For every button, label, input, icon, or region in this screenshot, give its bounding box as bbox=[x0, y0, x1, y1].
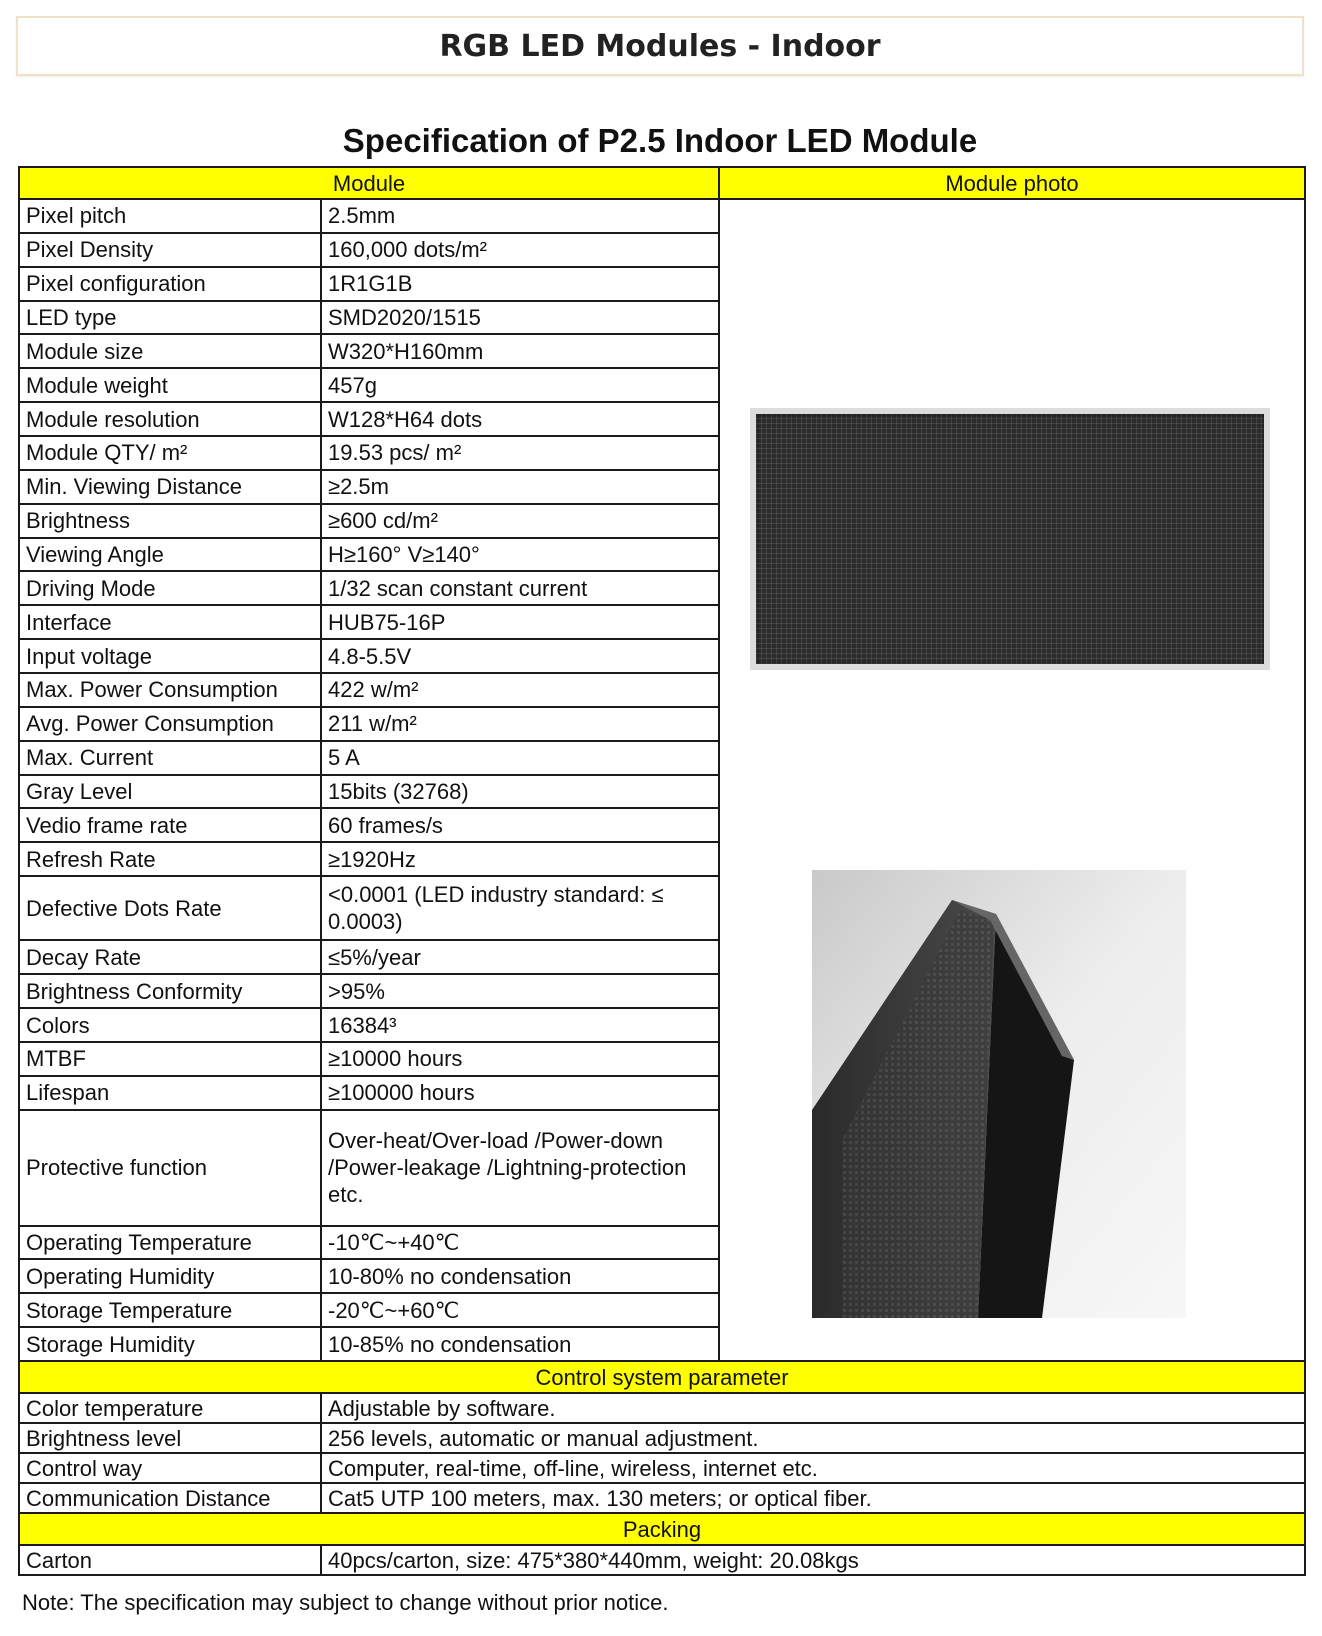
spec-value: 1R1G1B bbox=[321, 267, 719, 301]
control-header: Control system parameter bbox=[19, 1361, 1305, 1393]
spec-label: Viewing Angle bbox=[19, 538, 321, 572]
spec-value: W128*H64 dots bbox=[321, 402, 719, 436]
spec-value: Computer, real-time, off-line, wireless, internet etc. bbox=[321, 1453, 1305, 1483]
spec-label: Communication Distance bbox=[19, 1483, 321, 1513]
spec-title: Specification of P2.5 Indoor LED Module bbox=[342, 122, 978, 159]
spec-label: Driving Mode bbox=[19, 571, 321, 605]
spec-value: -20℃~+60℃ bbox=[321, 1293, 719, 1327]
spec-value: 19.53 pcs/ m² bbox=[321, 436, 719, 470]
spec-value: -10℃~+40℃ bbox=[321, 1226, 719, 1260]
spec-label: Max. Current bbox=[19, 741, 321, 775]
spec-value: 60 frames/s bbox=[321, 808, 719, 842]
spec-value: ≤5%/year bbox=[321, 940, 719, 974]
spec-label: Avg. Power Consumption bbox=[19, 707, 321, 741]
spec-label: Storage Humidity bbox=[19, 1327, 321, 1361]
spec-label: Brightness bbox=[19, 504, 321, 538]
spec-label: Module resolution bbox=[19, 402, 321, 436]
spec-label: Carton bbox=[19, 1545, 321, 1575]
packing-header: Packing bbox=[19, 1513, 1305, 1545]
spec-value: ≥2.5m bbox=[321, 470, 719, 504]
spec-value: 10-85% no condensation bbox=[321, 1327, 719, 1361]
spec-value: 15bits (32768) bbox=[321, 775, 719, 809]
led-module-face bbox=[756, 414, 1264, 664]
spec-table bbox=[18, 166, 1306, 1576]
spec-value: <0.0001 (LED industry standard: ≤ 0.0003) bbox=[321, 876, 719, 940]
spec-value: Cat5 UTP 100 meters, max. 130 meters; or optical fiber. bbox=[321, 1483, 1305, 1513]
spec-label: Gray Level bbox=[19, 775, 321, 809]
led-module-side-photo bbox=[812, 870, 1186, 1318]
spec-label: Control way bbox=[19, 1453, 321, 1483]
packing-header-row bbox=[19, 1513, 1305, 1545]
spec-label: Refresh Rate bbox=[19, 842, 321, 876]
spec-label: Pixel configuration bbox=[19, 267, 321, 301]
spec-value: 40pcs/carton, size: 475*380*440mm, weight: 20.08kgs bbox=[321, 1545, 1305, 1575]
spec-row bbox=[19, 1483, 1305, 1513]
banner-title: RGB LED Modules - Indoor bbox=[439, 28, 881, 64]
spec-label: Module weight bbox=[19, 368, 321, 402]
footnote: Note: The specification may subject to change without prior notice. bbox=[22, 1590, 669, 1615]
spec-value: 422 w/m² bbox=[321, 673, 719, 707]
spec-value: H≥160° V≥140° bbox=[321, 538, 719, 572]
spec-value: 16384³ bbox=[321, 1008, 719, 1042]
spec-value: 10-80% no condensation bbox=[321, 1259, 719, 1293]
spec-value: 2.5mm bbox=[321, 199, 719, 233]
spec-label: Lifespan bbox=[19, 1076, 321, 1110]
spec-value: 457g bbox=[321, 368, 719, 402]
module-photo-cell bbox=[719, 199, 1305, 1361]
spec-value: ≥10000 hours bbox=[321, 1042, 719, 1076]
page-banner bbox=[16, 16, 1304, 76]
module-header: Module bbox=[19, 167, 719, 199]
spec-label: Interface bbox=[19, 605, 321, 639]
spec-value: SMD2020/1515 bbox=[321, 301, 719, 335]
spec-label: Vedio frame rate bbox=[19, 808, 321, 842]
spec-value: 256 levels, automatic or manual adjustment. bbox=[321, 1423, 1305, 1453]
spec-label: Colors bbox=[19, 1008, 321, 1042]
spec-row bbox=[19, 1423, 1305, 1453]
spec-value: ≥600 cd/m² bbox=[321, 504, 719, 538]
spec-value: HUB75-16P bbox=[321, 605, 719, 639]
spec-row bbox=[19, 1453, 1305, 1483]
spec-value: Adjustable by software. bbox=[321, 1393, 1305, 1423]
spec-label: Min. Viewing Distance bbox=[19, 470, 321, 504]
spec-label: Max. Power Consumption bbox=[19, 673, 321, 707]
spec-label: Brightness Conformity bbox=[19, 974, 321, 1008]
spec-label: Operating Humidity bbox=[19, 1259, 321, 1293]
spec-label: Decay Rate bbox=[19, 940, 321, 974]
spec-label: Color temperature bbox=[19, 1393, 321, 1423]
spec-label: MTBF bbox=[19, 1042, 321, 1076]
photo-area bbox=[726, 200, 1298, 1360]
spec-row bbox=[19, 1545, 1305, 1575]
spec-value: 211 w/m² bbox=[321, 707, 719, 741]
spec-value: ≥100000 hours bbox=[321, 1076, 719, 1110]
spec-value: 4.8-5.5V bbox=[321, 639, 719, 673]
spec-label: Protective function bbox=[19, 1110, 321, 1226]
spec-label: Input voltage bbox=[19, 639, 321, 673]
spec-label: LED type bbox=[19, 301, 321, 335]
spec-value: W320*H160mm bbox=[321, 334, 719, 368]
spec-label: Brightness level bbox=[19, 1423, 321, 1453]
spec-value: ≥1920Hz bbox=[321, 842, 719, 876]
spec-value: Over-heat/Over-load /Power-down /Power-leakage /Lightning-protection etc. bbox=[321, 1110, 719, 1226]
spec-value: 160,000 dots/m² bbox=[321, 233, 719, 267]
led-module-front-photo bbox=[750, 408, 1270, 670]
spec-label: Pixel pitch bbox=[19, 199, 321, 233]
control-header-row bbox=[19, 1361, 1305, 1393]
spec-value: 1/32 scan constant current bbox=[321, 571, 719, 605]
spec-label: Defective Dots Rate bbox=[19, 876, 321, 940]
spec-label: Operating Temperature bbox=[19, 1226, 321, 1260]
spec-label: Module QTY/ m² bbox=[19, 436, 321, 470]
spec-value: >95% bbox=[321, 974, 719, 1008]
spec-label: Storage Temperature bbox=[19, 1293, 321, 1327]
spec-label: Pixel Density bbox=[19, 233, 321, 267]
header-row bbox=[19, 167, 1305, 199]
spec-label: Module size bbox=[19, 334, 321, 368]
spec-value: 5 A bbox=[321, 741, 719, 775]
module-photo-header: Module photo bbox=[719, 167, 1305, 199]
spec-row bbox=[19, 199, 1305, 233]
spec-row bbox=[19, 1393, 1305, 1423]
